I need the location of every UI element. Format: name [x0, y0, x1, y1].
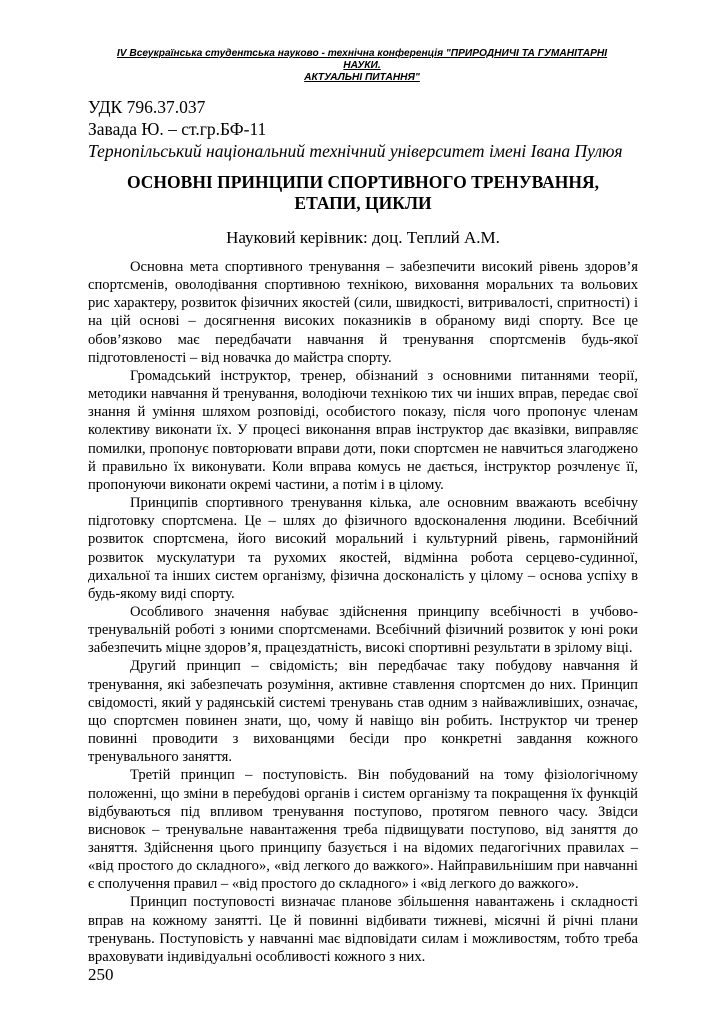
body-paragraph: Особливого значення набуває здійснення принципу всебічності в учбово-тренувальній роботі з юними спортсменами. Всебічний фізичний розвиток у юні роки забезпечить міцне здоров’я, працездатність, високі спортивні результати в зрілому віці.	[88, 603, 638, 657]
page-number: 250	[88, 965, 114, 984]
body-paragraph: Принцип поступовості визначає планове збільшення навантажень і складності вправ на кожному занятті. Це й повинні відбивати тижневі, місячні й річні плани тренувань. Поступовість у навчанні має відповідати силам і можливостям, тобто треба враховувати індивідуальні особливості кожного з них.	[88, 894, 638, 965]
scientific-supervisor: Науковий керівник: доц. Теплий А.М.	[226, 228, 500, 247]
article-body	[88, 258, 638, 966]
conference-header-line-2: АКТУАЛЬНІ ПИТАННЯ"	[304, 72, 420, 83]
article-title-line-2: ЕТАПИ, ЦИКЛИ	[294, 193, 432, 213]
article-title	[88, 172, 638, 214]
udk-code: УДК 796.37.037	[88, 97, 206, 117]
article-meta	[88, 96, 648, 162]
body-paragraph: Третій принцип – поступовість. Він побудований на тому фізіологічному положенні, що зміни в перебудові органів і систем організму та покращення їх функцій відбуваються під впливом тренування поступово, протягом певного часу. Звідси висновок – тренувальне навантаження треба підвищувати поступово, від заняття до заняття. Здійснення цього принципу базується і на відомих педагогічних правилах – «від простого до складного», «від легкого до важкого». Найправильнішим при навчанні є сполучення правил – «від простого до складного» і «від легкого до важкого».	[88, 767, 638, 893]
body-paragraph: Принципів спортивного тренування кілька, але основним вважають всебічну підготовку спортсмена. Це – шлях до фізичного вдосконалення людини. Всебічний розвиток спортсмена, його високий моральний і культурний рівень, гармонійний розвиток мускулатури та рухомих якостей, відмінна робота серцево-судинної, дихальної та інших систем організму, фізична досконалість у цілому – основа успіху в будь-якому виді спорту.	[88, 495, 638, 602]
body-paragraph: Основна мета спортивного тренування – забезпечити високий рівень здоров’я спортсменів, оволодівання спортивною технікою, виховання моральних та вольових рис характеру, розвиток фізичних якостей (сили, швидкості, витривалості, спритності) і на цій основі – досягнення високих показників в обраному виді спорту. Все це обов’язково має передбачати навчання й тренування спортсменів будь-якої підготовленості – від новачка до майстра спорту.	[88, 259, 638, 366]
conference-header	[100, 48, 624, 84]
body-paragraph: Громадський інструктор, тренер, обізнаний з основними питаннями теорії, методики навчання й тренування, володіючи технікою тих чи інших вправ, передає свої знання й уміння шляхом розповіді, особистого показу, після чого пропонує членам колективу виконати їх. У процесі виконання вправ інструктор дає вказівки, виправляє помилки, пропонує повторювати вправи доти, поки спортсмен не навчиться злагоджено й правильно їх виконувати. Коли вправа комусь не дається, інструктор розчленує її, пропонуючи виконати окремі частини, а потім і в цілому.	[88, 367, 638, 493]
conference-header-line-1: IV Всеукраїнська студентська науково - технічна конференція "ПРИРОДНИЧІ ТА ГУМАНІТАРНІ НАУКИ.	[116, 48, 608, 71]
university-name: Тернопільський національний технічний університет імені Івана Пулюя	[88, 141, 623, 161]
author-line: Завада Ю. – ст.гр.БФ-11	[88, 119, 267, 139]
article-title-line-1: ОСНОВНІ ПРИНЦИПИ СПОРТИВНОГО ТРЕНУВАННЯ,	[126, 172, 600, 192]
body-paragraph: Другий принцип – свідомість; він передбачає таку побудову навчання й тренування, які забезпечать розуміння, активне ставлення спортсмен до них. Принцип свідомості, який у радянській системі тренувань став одним з найважливіших, означає, що спортсмен повинен знати, що, чому й навіщо він робить. Інструктор чи тренер повинні проводити з вихованцями бесіди про конкретні завдання кожного тренувального заняття.	[88, 658, 638, 766]
